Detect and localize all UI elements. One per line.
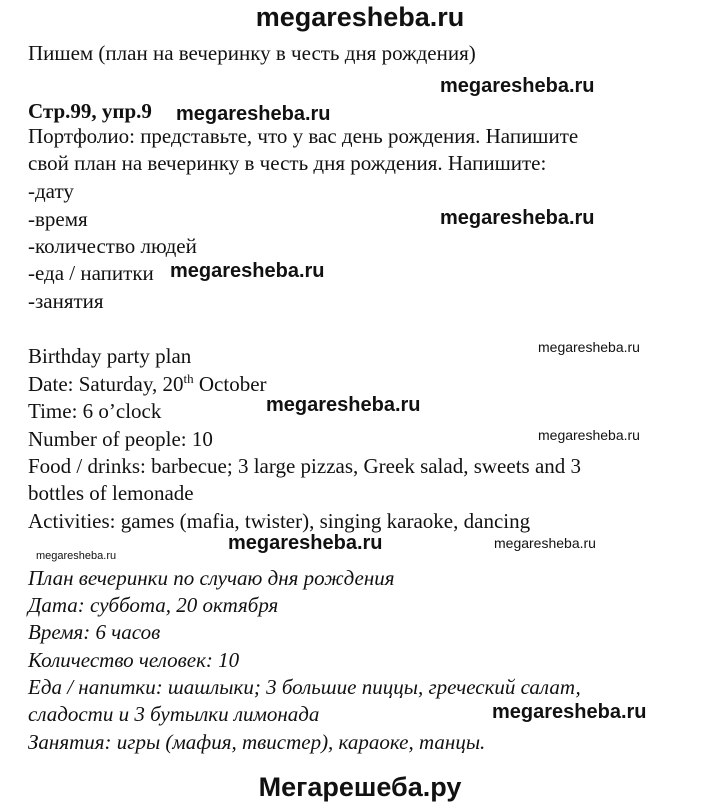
task-item-time: -время [28,207,88,231]
english-plan-food-line-2: bottles of lemonade [28,481,194,505]
site-footer: Мегарешеба.ру [258,772,462,802]
watermark: megaresheba.ru [492,701,647,723]
task-item-people: -количество людей [28,234,197,258]
watermark: megaresheba.ru [440,207,595,229]
task-line-1: Портфолио: представьте, что у вас день рождения. Напишите [28,124,579,148]
site-header: megaresheba.ru [255,2,465,32]
watermark: megaresheba.ru [228,532,383,554]
task-item-food: -еда / напитки [28,261,154,285]
english-plan-date-prefix: Date: Saturday, 20 [28,372,184,396]
exercise-ref: Стр.99, упр.9 [28,99,152,123]
watermark: megaresheba.ru [538,339,640,355]
task-item-activities: -занятия [28,289,104,313]
watermark: megaresheba.ru [170,260,325,282]
english-plan-date-suffix-ordinal: th [183,371,194,386]
russian-plan-food-line-1: Еда / напитки: шашлыки; 3 большие пиццы, греческий салат, [28,675,581,699]
watermark: megaresheba.ru [440,75,595,97]
watermark: megaresheba.ru [36,550,117,562]
english-plan-activities: Activities: games (mafia, twister), singing karaoke, dancing [28,509,531,533]
task-item-date: -дату [28,179,74,203]
watermark: megaresheba.ru [494,535,596,551]
english-plan-food-line-1: Food / drinks: barbecue; 3 large pizzas, Greek salad, sweets and 3 [28,454,582,478]
english-plan-time: Time: 6 o’clock [28,399,162,423]
russian-plan-people: Количество человек: 10 [28,648,240,672]
watermark: megaresheba.ru [266,394,421,416]
russian-plan-title: План вечеринки по случаю дня рождения [28,566,395,590]
english-plan-people: Number of people: 10 [28,427,213,451]
watermark: megaresheba.ru [176,103,331,125]
english-plan-date [28,371,267,398]
russian-plan-time: Время: 6 часов [28,620,161,644]
russian-plan-activities: Занятия: игры (мафия, твистер), караоке, танцы. [28,730,486,754]
english-plan-date-month: October [193,372,267,396]
russian-plan-food-line-2: сладости и 3 бутылки лимонада [28,702,320,726]
task-line-2: свой план на вечеринку в честь дня рождения. Напишите: [28,151,547,175]
watermark: megaresheba.ru [538,427,640,443]
russian-plan-date: Дата: суббота, 20 октября [28,593,279,617]
section-title: Пишем (план на вечеринку в честь дня рождения) [28,41,476,65]
english-plan-title: Birthday party plan [28,344,192,368]
